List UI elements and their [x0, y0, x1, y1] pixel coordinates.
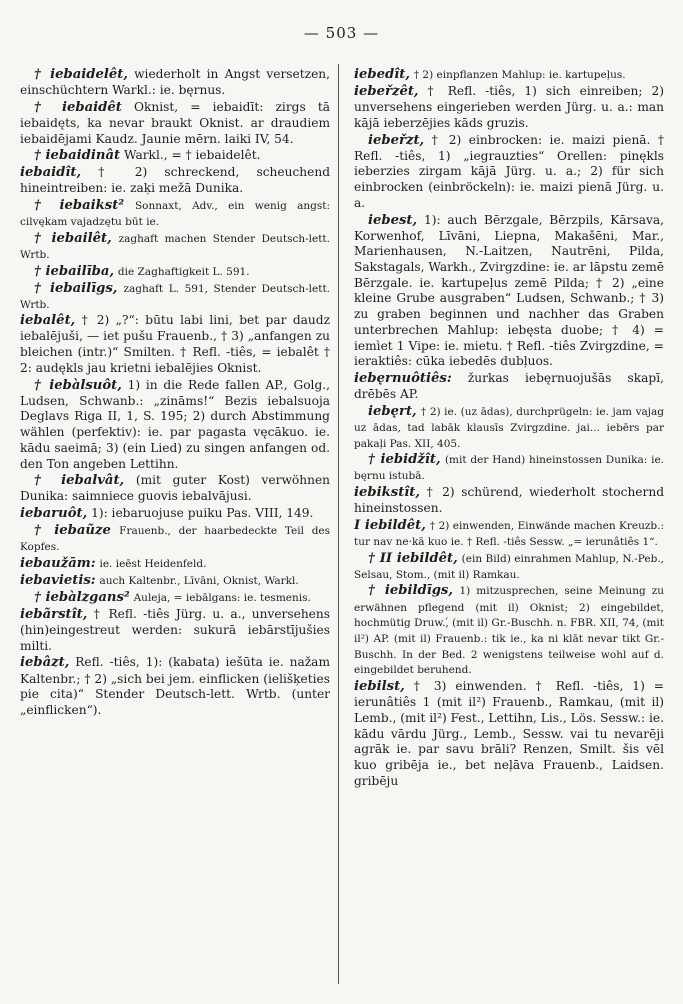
entry-headword: iebeřzt,: [368, 132, 425, 148]
dictionary-entry: [354, 403, 664, 452]
entry-text: † 2) schreckend, scheuchend hineintreiben: ie. zaķi mežā Dunika.: [20, 165, 330, 196]
entry-headword: iebęrnuôtiês:: [354, 371, 452, 387]
page-number: — 503 —: [303, 24, 380, 42]
dictionary-entry: [20, 197, 330, 230]
entry-text: zaghaft L. 591, Stender Deutsch-lett. Wrtb.: [20, 282, 330, 311]
entry-headword: iebedît,: [354, 67, 410, 82]
entry-text: Refl. -tiês, 1): (kabata) iešūta ie. nažam Kaltenbr.; † 2) „sich bei jem. einflicken (ielišķeties pie cita)“ Stender Deutsch-lett. Wrtb. (unter „einflicken“).: [20, 655, 330, 717]
entry-text: die Zaghaftigkeit L. 591.: [117, 265, 250, 278]
entry-text: Warkl., = † iebaidelêt.: [124, 148, 261, 163]
entry-text: wiederholt in Angst versetzen, einschüchtern Warkl.: ie. bęrnus.: [20, 67, 330, 98]
entry-headword: iebaidît,: [20, 165, 82, 181]
entry-headword: † iebaikst²: [34, 198, 125, 214]
entry-headword: iebilst,: [354, 679, 405, 695]
entry-headword: iebęrt,: [368, 403, 417, 419]
dictionary-entry: [20, 263, 330, 280]
dictionary-entry: [20, 147, 330, 164]
dictionary-entry: [20, 505, 330, 522]
entry-headword: I iebildêt,: [354, 517, 426, 533]
entry-text: † 3) einwenden. † Refl. -tiês, 1) = ierunâtiês 1 (mit il²) Frauenb., Ramkau, (mit il) Lemb., (mit il²) Fest., Lettihn, Lis., Lös. Sessw.: ie. kādu vārdu Jürg., Lemb., Sessw. vai tu nevarēji agrāk ie. par savu brāli? Renzen, Smilt. šis vēl kuo gribēja ie., bet neļāva Frauenb., Laidsen. gribēju: [354, 679, 664, 788]
dictionary-entry: [354, 678, 664, 789]
dictionary-entry: [20, 654, 330, 718]
dictionary-entry: [354, 66, 664, 83]
entry-text: † 2) einpflanzen Mahlup: ie. kartupeļus.: [413, 69, 626, 81]
entry-text: † Refl. -tiês Jürg. u. a., unversehens (hin)eingestreut werden: sukurā iebārstījušies milti.: [20, 606, 330, 653]
entry-text: 1) mitzusprechen, seine Meinung zu erwähnen pflegend (mit il) Oknist; 2) eingebildet, hochmütig Druw.,́ (mit il) Gr.-Buschh. n. FBR. XII, 74, (mit il²) AP. (mit il) Frauenb.: tik ie., ka ni klāt nevar tikt Gr.-Buschh. In der Bed. 2 wenigstens teilweise wohl auf d. eingebildet beruhend.: [354, 585, 664, 677]
entry-text: † 2) einbrocken: ie. maizi pienā. † Refl. -tiês, 1) „iegrauzties“ Orellen: pinękls ieberzies zirgam kājā Jürg. u. a.; 2) für sich einbrocken (einbröckeln): ie. maizi pienā Jürg. u. a.: [354, 132, 664, 210]
dictionary-entry: [20, 606, 330, 655]
dictionary-entry: [354, 451, 664, 484]
entry-text: † 2) schürend, wiederholt stochernd hineinstossen.: [354, 485, 664, 516]
column-divider: [338, 64, 339, 984]
entry-headword: † iebàlsuôt,: [34, 377, 122, 393]
entry-text: (mit der Hand) hineinstossen Dunika: ie. bęrnu istubā.: [354, 454, 664, 483]
entry-headword: † iebaidelêt,: [34, 67, 128, 82]
dictionary-entry: [20, 572, 330, 589]
entry-text: zaghaft machen Stender Deutsch-lett. Wrtb.: [20, 232, 330, 261]
dictionary-entry: [20, 472, 330, 505]
dictionary-entry: [354, 370, 664, 403]
dictionary-entry: [354, 517, 664, 550]
entry-headword: † iebalvât,: [34, 473, 125, 489]
entry-headword: † iebaũze: [34, 523, 111, 539]
entry-headword: † iebaidinât: [34, 148, 121, 164]
dictionary-entry: [20, 589, 330, 606]
entry-headword: iebaužām:: [20, 555, 96, 571]
dictionary-entry: [20, 164, 330, 197]
dictionary-entry: [354, 83, 664, 132]
entry-text: † 2) „?“: būtu labi lini, bet par daudz iebalējuši, — iet pušu Frauenb., † 3) „anfangen zu bleichen (intr.)“ Smilten. † Refl. -tiês, = iebalêt † 2: audękls jau krietni iebalējies Oknist.: [20, 313, 330, 375]
entry-text: † 2) ie. (uz ādas), durchprügeln: ie. jam vajag uz ādas, tad labāk klausīs Zvirgzdine. jai... iebērs par pakaļi Pas. XII, 405.: [354, 405, 664, 450]
entry-text: 1): iebaruojuse puiku Pas. VIII, 149.: [91, 506, 314, 521]
dictionary-entry: [20, 99, 330, 148]
entry-text: † Refl. -tiês, 1) sich einreiben; 2) unversehens eingerieben werden Jürg. u. a.: man kājā ieberzējies kāds gruzis.: [354, 84, 664, 130]
entry-text: Frauenb., der haarbedeckte Teil des Kopfes.: [20, 525, 330, 554]
entry-headword: iebavietis:: [20, 572, 96, 588]
dictionary-entry: [20, 555, 330, 572]
entry-headword: † iebailība,: [34, 263, 115, 279]
dictionary-entry: [20, 377, 330, 473]
entry-text: ie. ieēst Heidenfeld.: [99, 557, 207, 570]
entry-headword: iebãrstît,: [20, 606, 88, 622]
entry-text: auch Kaltenbr., Līvāni, Oknist, Warkl.: [99, 574, 299, 587]
entry-headword: † iebailīgs,: [34, 280, 118, 296]
dictionary-entry: [354, 550, 664, 583]
entry-headword: † iebàlzgans²: [34, 589, 130, 605]
entry-headword: iebaruôt,: [20, 506, 88, 522]
entry-headword: iebikstît,: [354, 485, 420, 501]
entry-headword: † iebailêt,: [34, 230, 112, 246]
entry-text: 1): auch Bērzgale, Bērzpils, Kārsava, Korwenhof, Līvāni, Liepna, Makašēni, Mar., Marienhausen, N.-Laitzen, Nautrēni, Pilda, Sakstagals, Warkh., Zvirgzdine: ie. ar lāpstu zemē Bērzgale. ie. kartupeļus zemē Pilda; † 2) „eine kleine Grube ausgraben“ Ludsen, Schwanb.; † 3) zu graben beginnen und nachher das Graben unterbrechen Mahlup: iebęsta duobe; † 4) = iemìet 1 Vipe: ie. mietu. † Refl. -tiês Zvirgzdine, = ieraktiês: cūka iebedēs dubļuos.: [354, 212, 664, 369]
entry-headword: † iebidžît,: [368, 452, 441, 468]
dictionary-entry: [354, 582, 664, 678]
dictionary-entry: [354, 212, 664, 371]
dictionary-entry: [20, 230, 330, 263]
entry-headword: † iebildīgs,: [368, 583, 453, 599]
entry-headword: iebest,: [368, 212, 418, 228]
dictionary-entry: [20, 522, 330, 555]
entry-text: Sonnaxt, Adv., ein wenig angst: cilvękam vajadzętu būt ie.: [20, 200, 330, 229]
entry-headword: † II iebildêt,: [368, 550, 458, 566]
entry-text: Auleja, = iebālgans: ie. tesmenis.: [133, 591, 311, 604]
dictionary-entry: [20, 312, 330, 376]
entry-text: (ein Bild) einrahmen Mahlup, N.-Peb., Selsau, Stom., (mit il) Ramkau.: [354, 552, 664, 581]
entry-headword: iebalêt,: [20, 313, 76, 329]
dictionary-entry: [20, 66, 330, 99]
entry-text: žurkas iebęrnuojušās skapī, drēbēs AP.: [354, 371, 664, 402]
left-column: [20, 66, 330, 986]
entry-headword: iebâzt,: [20, 655, 70, 671]
entry-headword: † iebaidêt: [34, 99, 122, 115]
entry-text: 1) in die Rede fallen AP., Golg., Ludsen, Schwanb.: „zināms!“ Bezis iebalsuoja Deglavs Riga II, 1, S. 195; 2) durch Abstimmung wählen (perfektiv): ie. par pagasta vęcākuo. ie. kādu saeimā; 3) (ein Lied) zu singen anfangen od. den Ton angeben Lettihn.: [20, 377, 330, 471]
entry-text: † 2) einwenden, Einwände machen Kreuzb.: tur nav ne·kā kuo ie. † Refl. -tiês Sessw. „= ierunâtiês 1“.: [354, 519, 664, 548]
entry-text: Oknist, = iebaidīt: zirgs tā iebaidęts, ka nevar braukt Oknist. ar draudiem iebaidējami Kaudz. Jaunie mērn. laiki IV, 54.: [20, 99, 330, 146]
dictionary-entry: [354, 484, 664, 517]
right-column: [354, 66, 664, 986]
entry-headword: iebeřzêt,: [354, 84, 419, 100]
dictionary-entry: [20, 280, 330, 313]
entry-text: (mit guter Kost) verwöhnen Dunika: saimniece guovis iebalvājusi.: [20, 473, 330, 504]
dictionary-entry: [354, 132, 664, 212]
